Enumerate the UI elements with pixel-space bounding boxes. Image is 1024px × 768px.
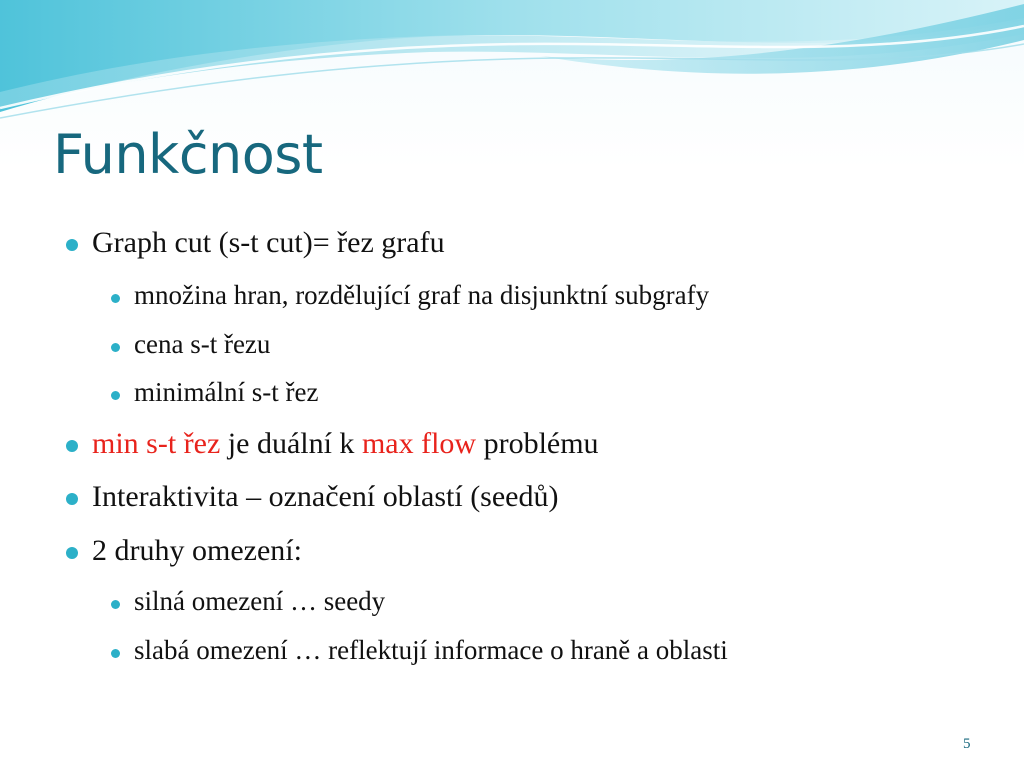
text-span: je duální k <box>220 427 362 460</box>
sub-bullet-item: minimální s-t řez <box>134 377 319 407</box>
sub-bullet-icon <box>111 600 120 609</box>
bullet-item <box>92 427 599 461</box>
sub-bullet-icon <box>111 294 120 303</box>
text-span: problému <box>476 427 599 460</box>
sub-bullet-icon <box>111 649 120 658</box>
sub-bullet-icon <box>111 343 120 352</box>
slide-title: Funkčnost <box>53 123 323 186</box>
bullet-item: 2 druhy omezení: <box>92 534 302 567</box>
sub-bullet-item: slabá omezení … reflektují informace o hraně a oblasti <box>134 635 728 665</box>
bullet-icon <box>66 239 78 251</box>
sub-bullet-icon <box>111 391 120 400</box>
page-number: 5 <box>963 736 971 752</box>
highlight-text: max flow <box>361 427 477 460</box>
bullet-icon <box>66 440 78 452</box>
sub-bullet-item: cena s-t řezu <box>134 329 271 359</box>
bullet-icon <box>66 547 78 559</box>
bullet-icon <box>66 493 78 505</box>
sub-bullet-item: silná omezení … seedy <box>134 586 386 616</box>
bullet-item: Interaktivita – označení oblastí (seedů) <box>92 480 559 513</box>
highlight-text: min s-t řez <box>92 427 221 460</box>
bullet-item: Graph cut (s-t cut)= řez grafu <box>92 226 445 259</box>
sub-bullet-item: množina hran, rozdělující graf na disjunktní subgrafy <box>134 280 710 310</box>
